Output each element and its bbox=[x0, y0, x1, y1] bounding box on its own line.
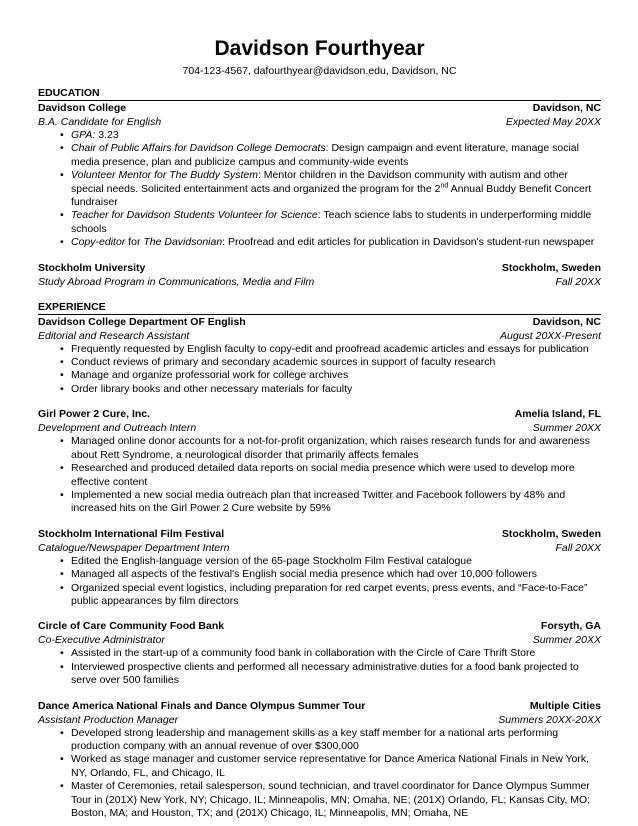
list-item: • Order library books and other necessary materials for faculty bbox=[38, 383, 601, 396]
activity-text: : Teach science labs to students in underperforming middle schools bbox=[71, 209, 592, 235]
job-title: Assistant Production Manager bbox=[38, 713, 179, 726]
education-entry-stockholm bbox=[38, 261, 601, 289]
job-title: Co-Executive Administrator bbox=[38, 634, 165, 647]
activity-text: : Proofread and edit articles for publication in Davidson's student-run newspaper bbox=[222, 236, 595, 249]
publication-name: The Davidsonian bbox=[143, 236, 223, 249]
experience-entry bbox=[38, 619, 601, 687]
job-bullets bbox=[38, 435, 601, 515]
activity-connector: for bbox=[125, 236, 144, 249]
organization-name: Stockholm International Film Festival bbox=[38, 527, 225, 540]
list-item: • Researched and produced detailed data reports on social media presence which were used to develop more effective content bbox=[38, 462, 601, 489]
list-item: • Worked as stage manager and customer service representative for Dance America National Finals in New York, NY, Orlando, FL, and Chicago, IL bbox=[38, 753, 601, 780]
experience-entry bbox=[38, 527, 601, 609]
organization-location: Davidson, NC bbox=[532, 315, 601, 328]
job-date: Fall 20XX bbox=[555, 541, 601, 554]
school-location: Stockholm, Sweden bbox=[501, 261, 601, 274]
experience-heading: EXPERIENCE bbox=[38, 300, 601, 315]
ordinal-suffix: nd bbox=[440, 182, 449, 190]
candidate-name: Davidson Fourthyear bbox=[214, 37, 425, 60]
activity-role: Teacher for Davidson Students Volunteer for Science bbox=[71, 209, 318, 222]
experience-section bbox=[38, 300, 601, 821]
education-heading: EDUCATION bbox=[38, 86, 601, 101]
list-item: • Master of Ceremonies, retail salesperson, sound technician, and travel coordinator for Dance Olympus Summer Tour in (201X) New York, NY; Chicago, IL; Minneapolis, MN; Omaha, NE; (201X) Orlando, FL; Kansas City, MO; Boston, MA; and Houston, TX; and (201X) Chicago, IL; Minneapolis, MN; Omaha, NE bbox=[38, 780, 601, 820]
organization-location: Multiple Cities bbox=[529, 699, 601, 712]
activity-role: Volunteer Mentor for The Buddy System bbox=[71, 169, 258, 182]
activity-role: Copy-editor bbox=[71, 236, 126, 249]
experience-entry bbox=[38, 315, 601, 397]
list-item: • Frequently requested by English faculty to copy-edit and proofread academic articles and essays for publication bbox=[38, 343, 601, 356]
list-item bbox=[38, 209, 601, 236]
gpa-value: 3.23 bbox=[95, 129, 119, 141]
list-item bbox=[38, 129, 601, 142]
school-name: Davidson College bbox=[38, 102, 127, 114]
list-item: • Managed all aspects of the festival's English social media presence which had over 10,000 followers bbox=[38, 568, 601, 581]
list-item: • Conduct reviews of primary and secondary academic sources in support of faculty research bbox=[38, 356, 601, 369]
job-bullets bbox=[38, 647, 601, 687]
job-title: Development and Outreach Intern bbox=[38, 422, 197, 435]
degree-date: Expected May 20XX bbox=[505, 116, 601, 128]
education-entry-davidson bbox=[38, 101, 601, 250]
job-date: August 20XX-Present bbox=[500, 329, 601, 342]
job-bullets bbox=[38, 343, 601, 397]
list-item: • Organized special event logistics, including preparation for red carpet events, press events, and “Face-to-Face” public appearances by film directors bbox=[38, 582, 601, 609]
experience-entry bbox=[38, 699, 601, 821]
organization-location: Stockholm, Sweden bbox=[501, 527, 601, 540]
organization-location: Forsyth, GA bbox=[540, 620, 601, 633]
degree: B.A. Candidate for English bbox=[38, 116, 162, 128]
list-item: • Edited the English-language version of the 65-page Stockholm Film Festival catalogue bbox=[38, 555, 601, 568]
activity-text: Annual Buddy Benefit Concert fundraiser bbox=[71, 182, 592, 209]
list-item: • Developed strong leadership and management skills as a key staff member for a national arts performing production company with an annual revenue of over $300,000 bbox=[38, 727, 601, 754]
list-item: • Manage and organize professorial work for college archives bbox=[38, 369, 601, 382]
activity-text: : Design campaign and event literature, manage social media presence, plan and publicize campus and community-wide events bbox=[71, 142, 579, 168]
program-date: Fall 20XX bbox=[555, 275, 601, 288]
organization-name: Circle of Care Community Food Bank bbox=[38, 620, 225, 633]
list-item: • Interviewed prospective clients and performed all necessary administrative duties for a food bank projected to serve over 500 families bbox=[38, 661, 601, 688]
list-item bbox=[38, 169, 601, 209]
list-item: • Managed online donor accounts for a not-for-profit organization, which raises research funds for and awareness about Rett Syndrome, a neurological disorder that primarily affects females bbox=[38, 435, 601, 462]
organization-name: Davidson College Department OF English bbox=[38, 315, 246, 328]
school-name: Stockholm University bbox=[38, 261, 146, 274]
list-item bbox=[38, 236, 601, 249]
job-bullets bbox=[38, 555, 601, 609]
gpa-label: GPA: bbox=[71, 129, 96, 141]
education-bullets bbox=[38, 129, 601, 250]
organization-location: Amelia Island, FL bbox=[514, 408, 601, 421]
activity-text: : Mentor children in the Davidson community with autism and other special needs. Solicited entertainment acts and organized the program for the 2 bbox=[71, 169, 568, 195]
list-item bbox=[38, 142, 601, 169]
list-item: • Implemented a new social media outreach plan that increased Twitter and Facebook followers by 48% and increased hits on the Girl Power 2 Cure website by 59% bbox=[38, 489, 601, 516]
program-name: Study Abroad Program in Communications, Media and Film bbox=[38, 275, 315, 288]
job-date: Summers 20XX-20XX bbox=[498, 713, 601, 726]
education-section bbox=[38, 86, 601, 289]
contact-line: 704-123-4567, dafourthyear@davidson.edu, Davidson, NC bbox=[182, 65, 457, 77]
list-item: • Assisted in the start-up of a community food bank in collaboration with the Circle of Care Thrift Store bbox=[38, 647, 601, 660]
job-date: Summer 20XX bbox=[532, 634, 601, 647]
experience-entry bbox=[38, 407, 601, 515]
job-date: Summer 20XX bbox=[532, 422, 601, 435]
activity-role: Chair of Public Affairs for Davidson College Democrats bbox=[71, 142, 326, 155]
job-title: Catalogue/Newspaper Department Intern bbox=[38, 541, 230, 554]
organization-name: Dance America National Finals and Dance Olympus Summer Tour bbox=[38, 699, 366, 712]
school-location: Davidson, NC bbox=[532, 102, 601, 114]
organization-name: Girl Power 2 Cure, Inc. bbox=[38, 408, 151, 421]
job-bullets bbox=[38, 727, 601, 821]
job-title: Editorial and Research Assistant bbox=[38, 329, 190, 342]
